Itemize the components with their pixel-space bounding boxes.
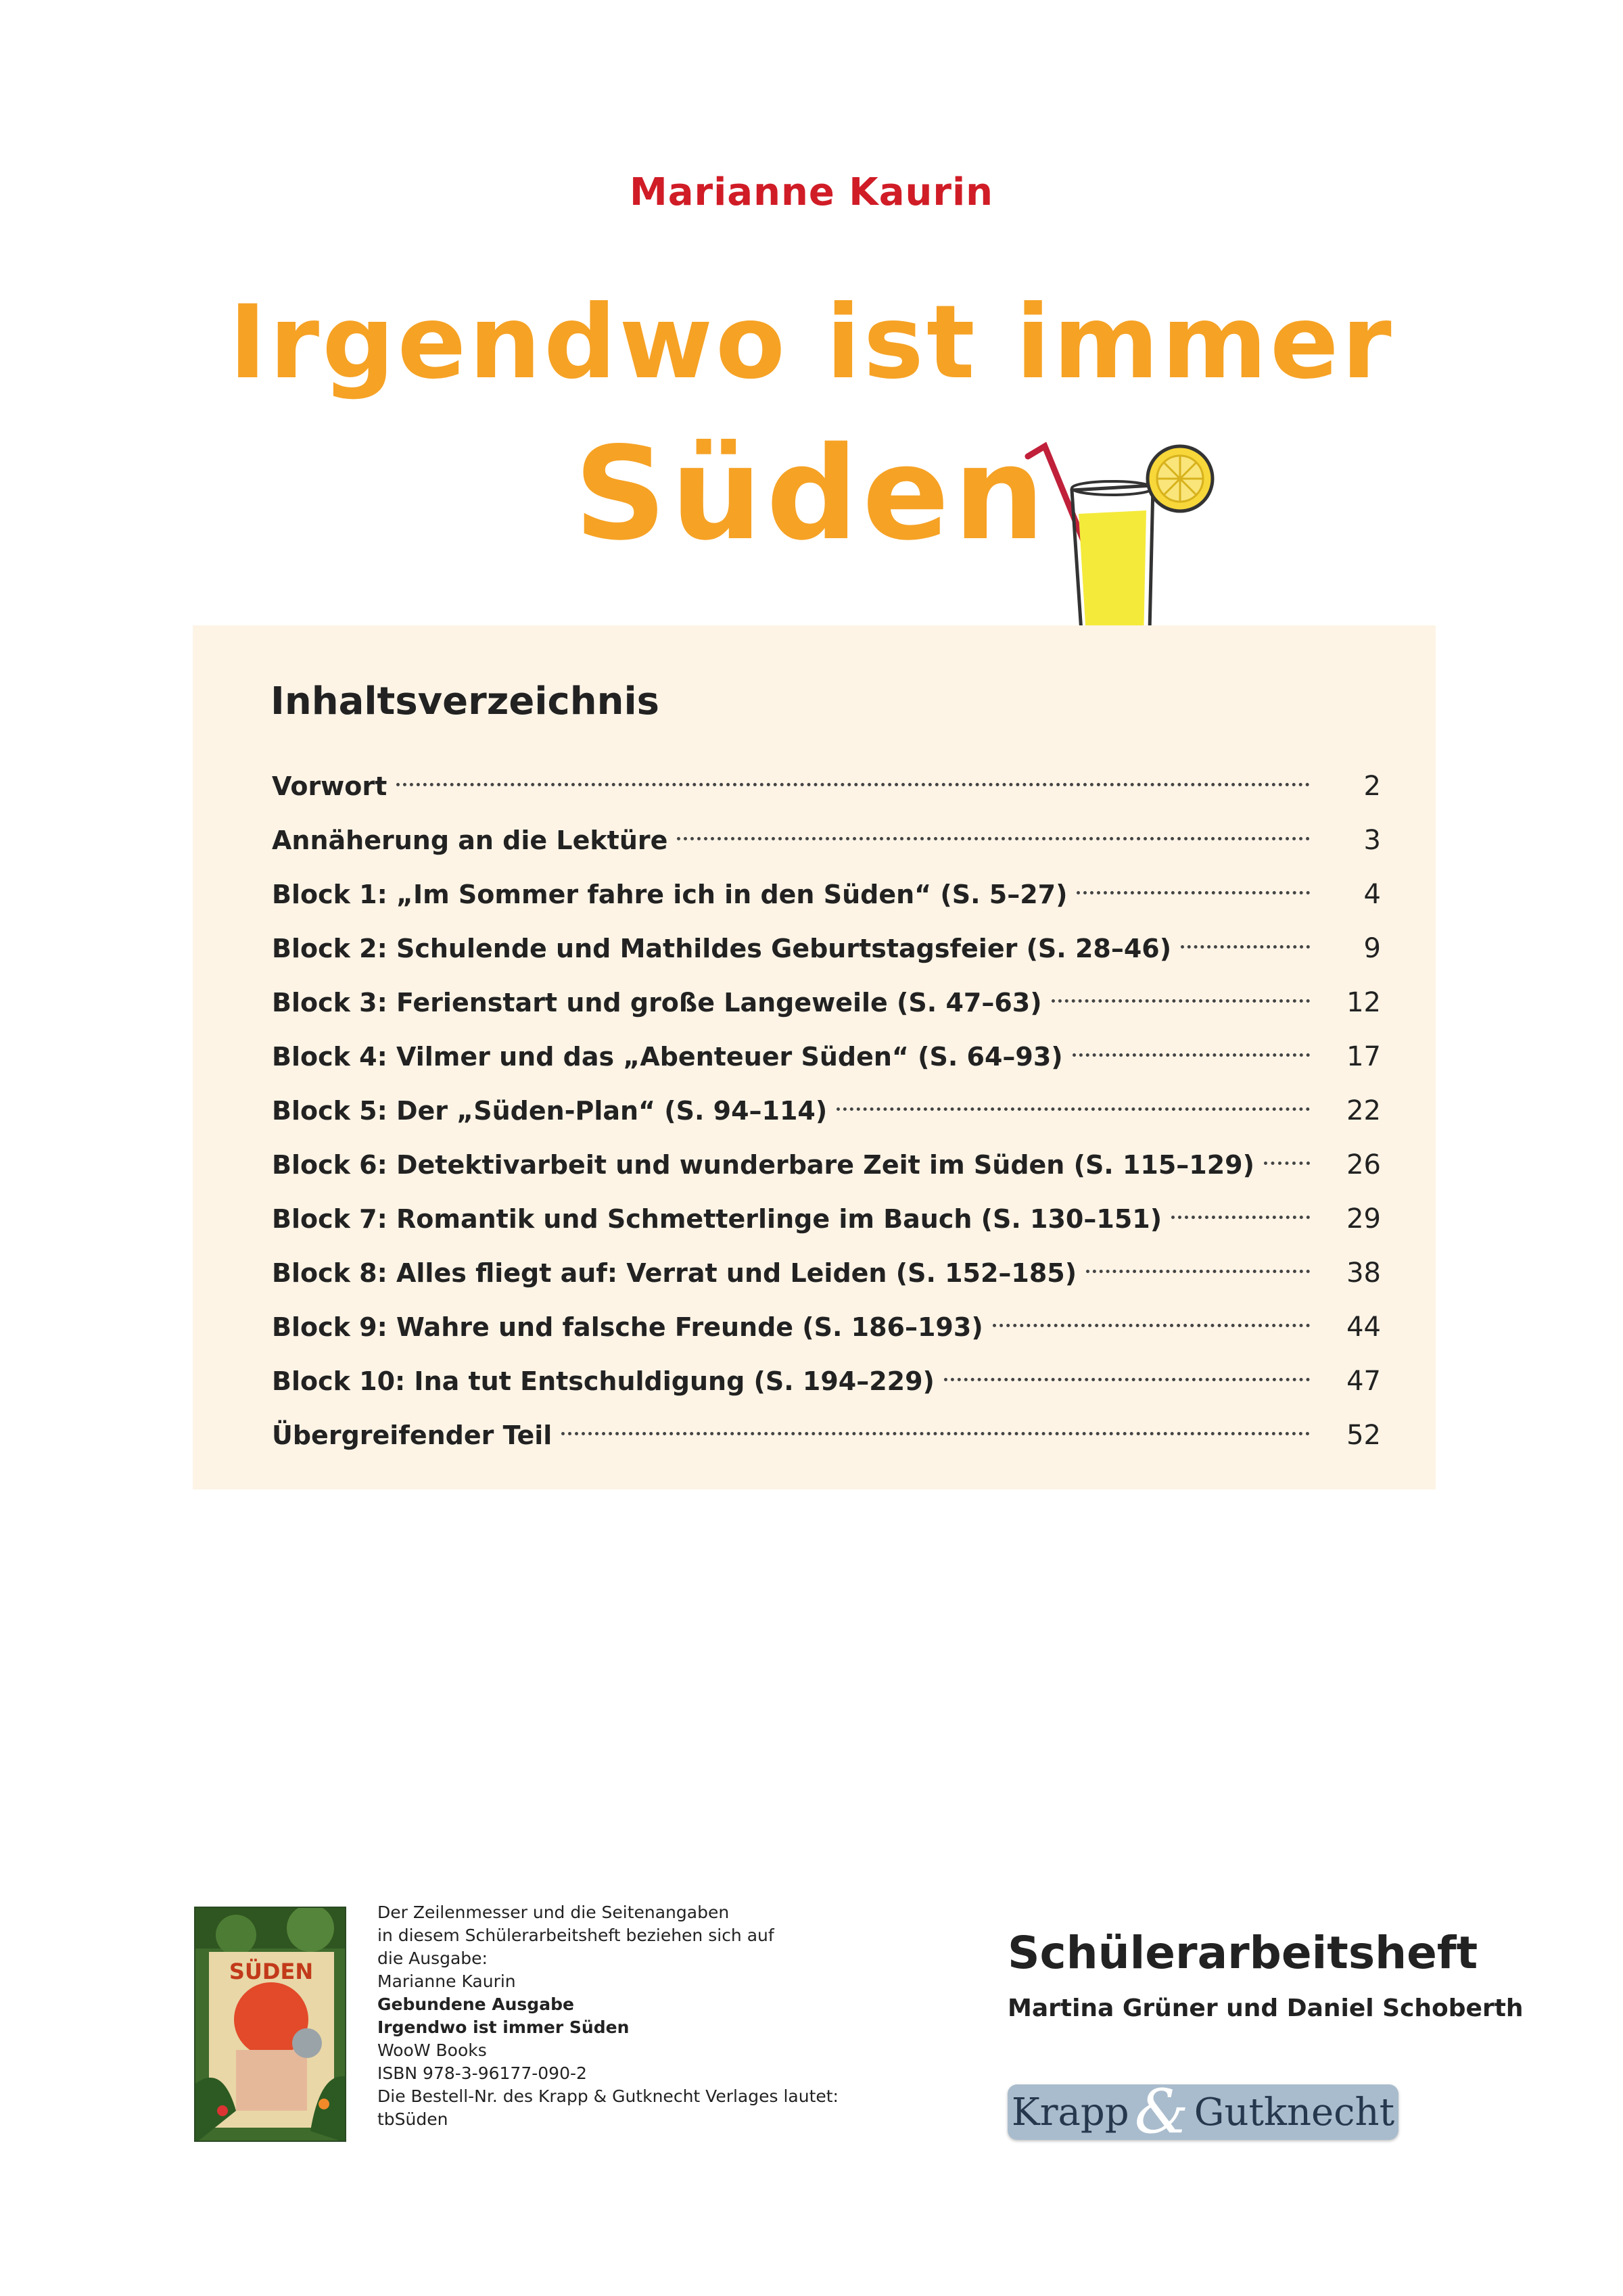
toc-entry-label: Block 3: Ferienstart und große Langeweile (S. 47–63): [272, 988, 1042, 1018]
publisher-name-right: Gutknecht: [1194, 2090, 1395, 2134]
edition-isbn: ISBN 978-3-96177-090-2: [377, 2063, 587, 2083]
edition-title: Irgendwo ist immer Süden: [377, 2017, 630, 2037]
toc-dot-leader: [944, 1378, 1310, 1381]
toc-dot-leader: [1052, 999, 1310, 1003]
toc-dot-leader: [1264, 1162, 1310, 1165]
book-type: Schülerarbeitsheft: [1008, 1927, 1478, 1979]
ampersand-icon: &: [1134, 2076, 1189, 2147]
toc-entry: [272, 1354, 1381, 1408]
toc-heading: Inhaltsverzeichnis: [270, 679, 659, 723]
toc-entry-page: 38: [1346, 1258, 1381, 1289]
toc-entry-label: Block 4: Vilmer und das „Abenteuer Süden“ (S. 64–93): [272, 1042, 1063, 1072]
book-title-line-2: Süden: [573, 419, 1050, 569]
order-note: Die Bestell-Nr. des Krapp & Gutknecht Verlages lautet:: [377, 2086, 839, 2106]
toc-dot-leader: [677, 837, 1310, 840]
toc-entry: [272, 867, 1381, 922]
toc-entry-page: 9: [1363, 933, 1381, 964]
toc-entry: [272, 976, 1381, 1030]
edition-note-line: Der Zeilenmesser und die Seitenangaben: [377, 1903, 730, 1922]
toc-entry-label: Block 6: Detektivarbeit und wunderbare Zeit im Süden (S. 115–129): [272, 1150, 1254, 1180]
toc-dot-leader: [993, 1324, 1310, 1327]
toc-entry: [272, 1030, 1381, 1084]
toc-entry-page: 12: [1346, 987, 1381, 1018]
toc-entry-page: 52: [1346, 1420, 1381, 1451]
edition-format: Gebundene Ausgabe: [377, 1994, 574, 2014]
publisher-logo: [1008, 2076, 1398, 2147]
toc-entry: [272, 1192, 1381, 1246]
toc-dot-leader: [1086, 1270, 1310, 1273]
toc-entry-label: Annäherung an die Lektüre: [272, 826, 668, 855]
table-of-contents-panel: [193, 625, 1436, 1489]
book-cover-thumbnail: [194, 1907, 346, 2142]
cover-illustration: [195, 1908, 346, 2142]
toc-entry-label: Block 7: Romantik und Schmetterlinge im Bauch (S. 130–151): [272, 1204, 1162, 1234]
toc-entry-page: 4: [1363, 879, 1381, 910]
toc-entry: [272, 1084, 1381, 1138]
edition-publisher: WooW Books: [377, 2040, 487, 2060]
toc-entry-page: 2: [1363, 771, 1381, 802]
toc-dot-leader: [837, 1107, 1310, 1111]
toc-entry-label: Block 5: Der „Süden-Plan“ (S. 94–114): [272, 1096, 828, 1126]
toc-entry: [272, 1138, 1381, 1192]
edition-note-line: die Ausgabe:: [377, 1948, 488, 1968]
workbook-authors: Martina Grüner und Daniel Schoberth: [1008, 1994, 1524, 2022]
toc-entry-label: Block 8: Alles fliegt auf: Verrat und Leiden (S. 152–185): [272, 1258, 1077, 1288]
toc-list: [272, 759, 1381, 1462]
toc-entry: [272, 1300, 1381, 1354]
toc-entry-label: Vorwort: [272, 771, 387, 801]
toc-dot-leader: [396, 783, 1310, 786]
toc-dot-leader: [1077, 891, 1310, 894]
toc-dot-leader: [1073, 1053, 1310, 1057]
publisher-name-left: Krapp: [1011, 2090, 1129, 2134]
toc-dot-leader: [1171, 1216, 1310, 1219]
toc-entry-label: Block 10: Ina tut Entschuldigung (S. 194–229): [272, 1366, 935, 1396]
toc-entry: [272, 759, 1381, 813]
toc-entry-page: 44: [1346, 1312, 1381, 1343]
toc-entry-page: 22: [1346, 1095, 1381, 1126]
lemon-slice-icon: [1148, 446, 1213, 511]
toc-entry: [272, 1246, 1381, 1300]
toc-entry-label: Übergreifender Teil: [272, 1420, 552, 1450]
toc-entry: [272, 813, 1381, 867]
author-name: Marianne Kaurin: [629, 170, 994, 214]
toc-entry-page: 17: [1346, 1041, 1381, 1072]
toc-entry-label: Block 9: Wahre und falsche Freunde (S. 186–193): [272, 1312, 983, 1342]
toc-entry: [272, 922, 1381, 976]
toc-entry: [272, 1408, 1381, 1462]
toc-entry-label: Block 2: Schulende und Mathildes Geburtstagsfeier (S. 28–46): [272, 934, 1172, 963]
toc-entry-page: 3: [1363, 825, 1381, 856]
toc-entry-page: 26: [1346, 1149, 1381, 1180]
toc-dot-leader: [1181, 945, 1310, 949]
toc-entry-page: 29: [1346, 1203, 1381, 1235]
toc-entry-page: 47: [1346, 1366, 1381, 1397]
toc-dot-leader: [561, 1432, 1310, 1435]
toc-entry-label: Block 1: „Im Sommer fahre ich in den Süden“ (S. 5–27): [272, 880, 1068, 909]
edition-note-line: in diesem Schülerarbeitsheft beziehen sich auf: [377, 1926, 774, 1945]
edition-info: [377, 1901, 864, 2131]
order-number: tbSüden: [377, 2109, 448, 2129]
cover-title: SÜDEN: [229, 1959, 314, 1984]
edition-author: Marianne Kaurin: [377, 1971, 516, 1991]
book-title-line-1: Irgendwo ist immer: [229, 284, 1394, 402]
